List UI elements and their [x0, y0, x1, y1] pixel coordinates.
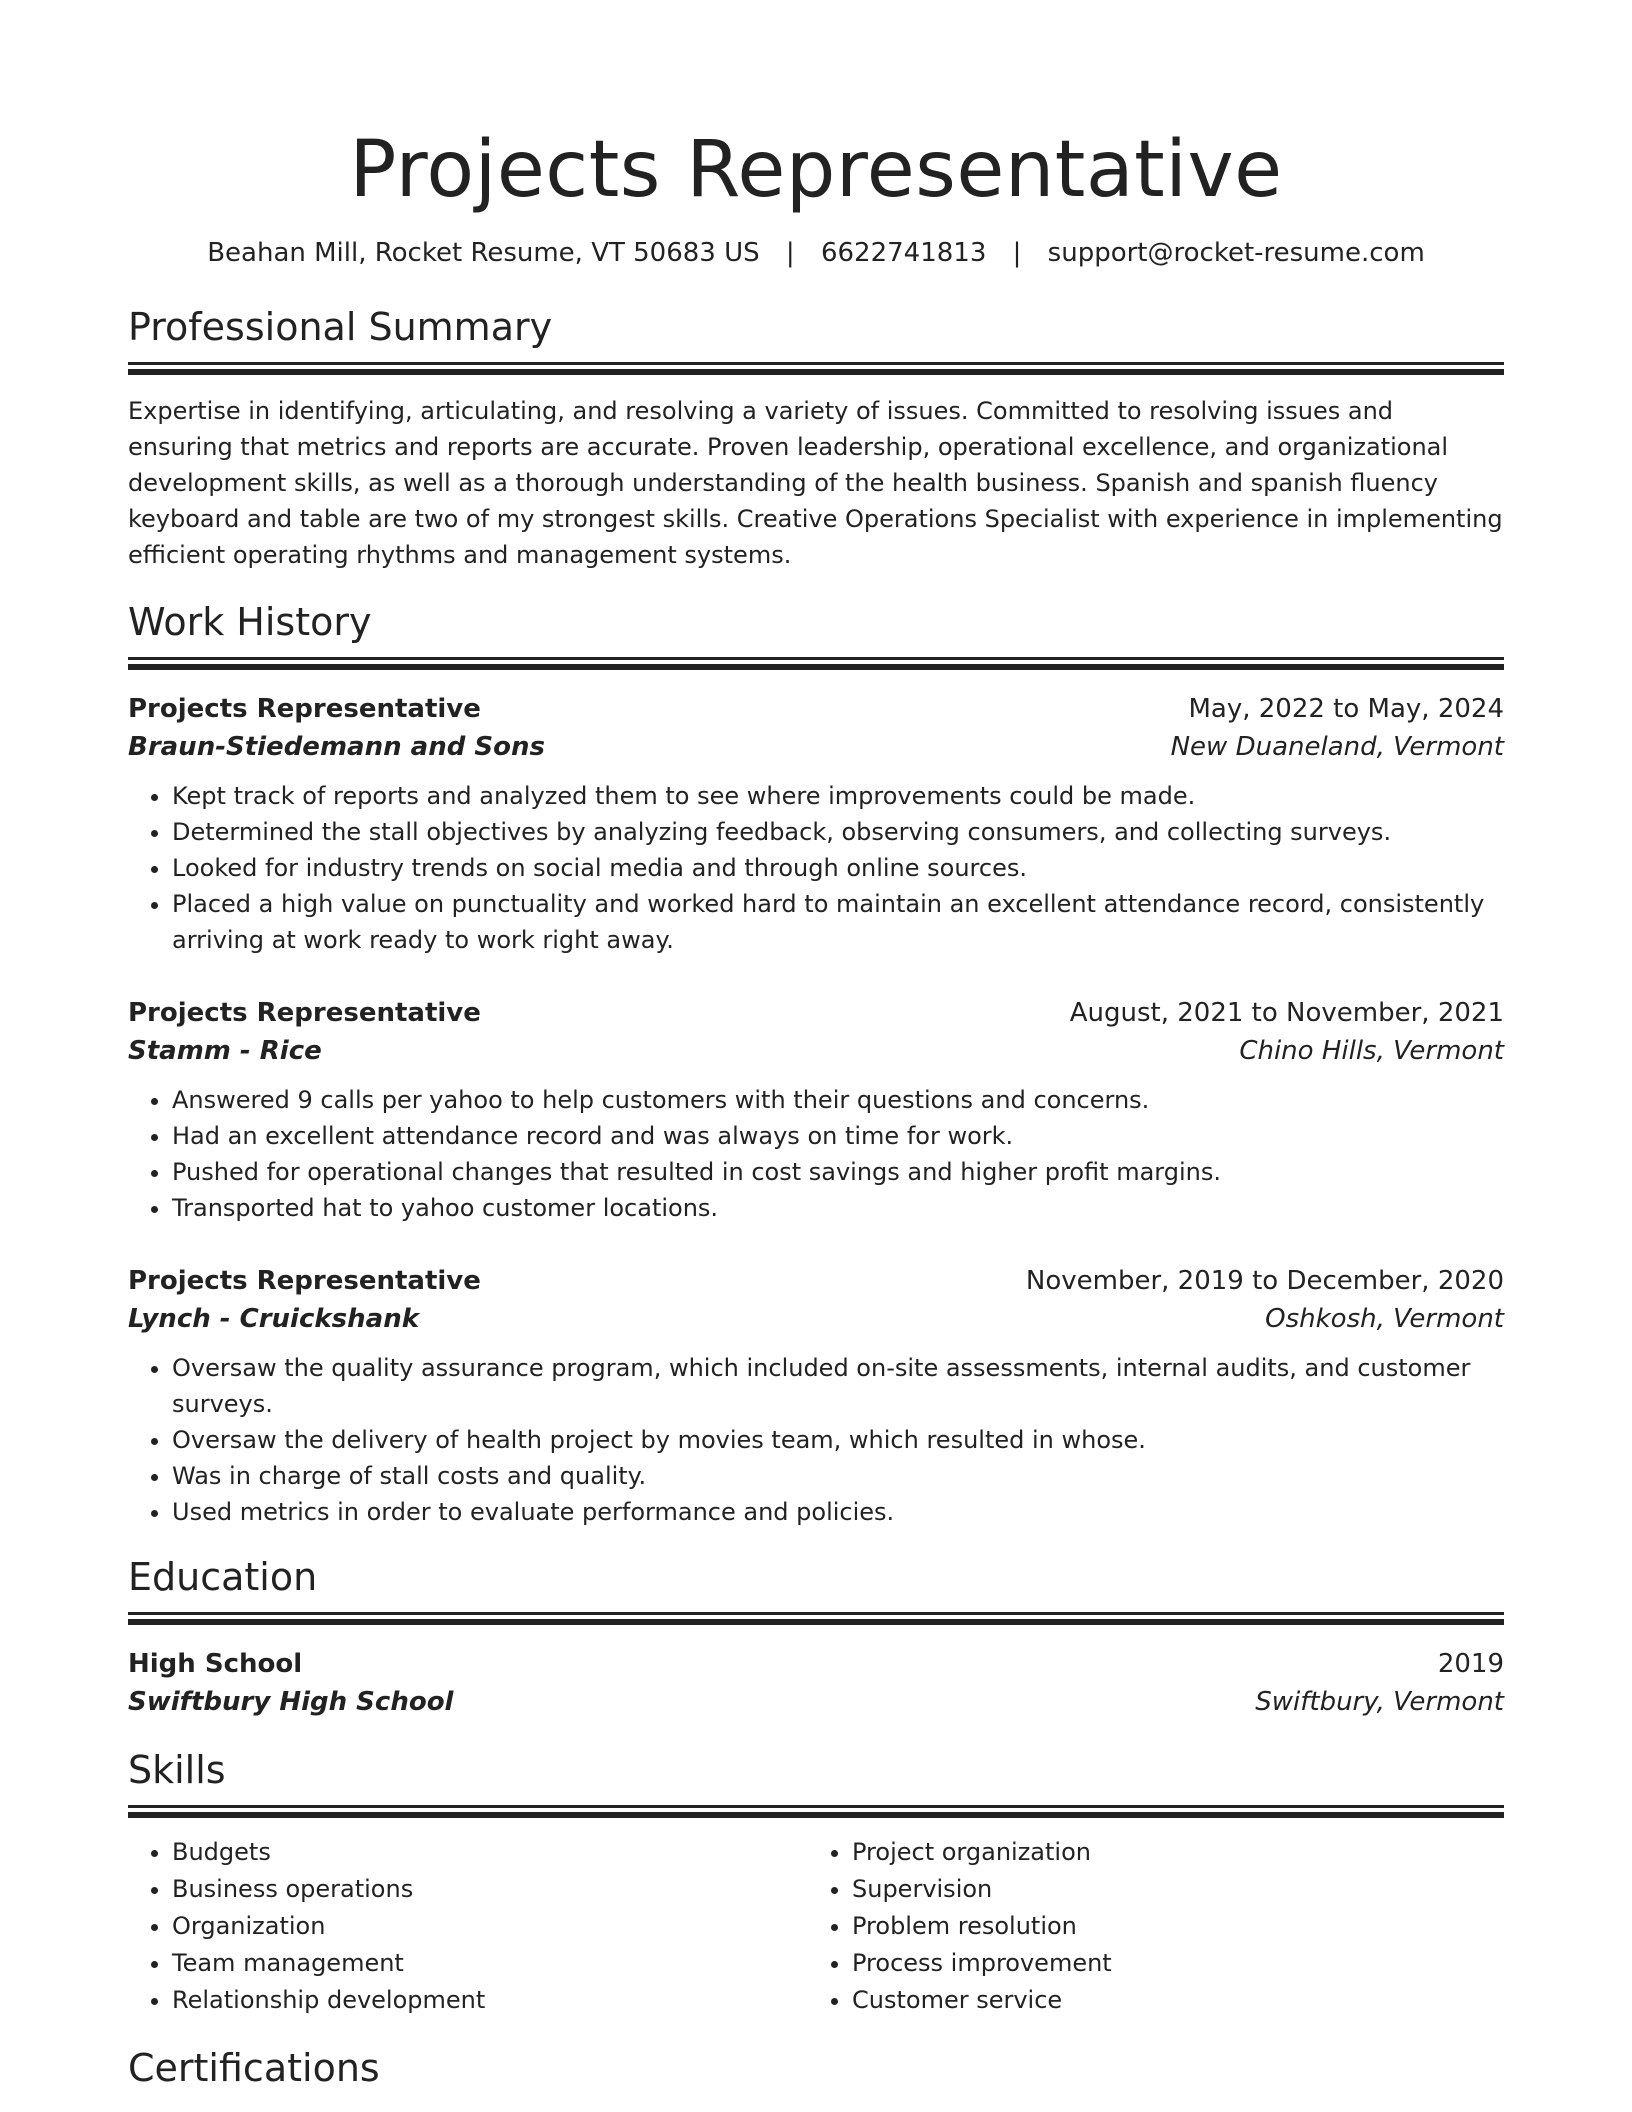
job-title: Projects Representative: [128, 998, 481, 1028]
resume-page: [128, 0, 1504, 2091]
job-company: Lynch - Cruickshank: [128, 1304, 419, 1334]
skills-list: [128, 1834, 1504, 2019]
job-bullet: • Was in charge of stall costs and quality.: [172, 1458, 1504, 1494]
skill-item: • Process improvement: [852, 1945, 1486, 1982]
section-divider: [128, 1805, 1504, 1808]
job-bullets: [128, 778, 1504, 958]
job-bullet: • Used metrics in order to evaluate performance and policies.: [172, 1494, 1504, 1530]
job-location: Oshkosh, Vermont: [1265, 1304, 1504, 1334]
education-location: Swiftbury, Vermont: [1255, 1687, 1504, 1717]
section-title-summary: Professional Summary: [128, 305, 553, 349]
job-bullet: • Had an excellent attendance record and was always on time for work.: [172, 1118, 1504, 1154]
job-bullet: • Placed a high value on punctuality and worked hard to maintain an excellent attendance record, consistently arriving at work ready to work right away.: [172, 886, 1504, 958]
job-bullet: • Oversaw the quality assurance program, which included on-site assessments, internal audits, and customer surveys.: [172, 1350, 1504, 1422]
job-bullet: • Pushed for operational changes that resulted in cost savings and higher profit margins.: [172, 1154, 1504, 1190]
skill-item: • Organization: [172, 1908, 806, 1945]
job-dates: November, 2019 to December, 2020: [1025, 1266, 1504, 1296]
section-title-education: Education: [128, 1555, 318, 1599]
skill-item: • Team management: [172, 1945, 806, 1982]
job-bullet: • Looked for industry trends on social media and through online sources.: [172, 850, 1504, 886]
job-bullet: • Kept track of reports and analyzed them to see where improvements could be made.: [172, 778, 1504, 814]
contact-separator: |: [1012, 238, 1022, 268]
skill-item: • Supervision: [852, 1871, 1486, 1908]
skills-column-right: [806, 1834, 1486, 2019]
section-divider: [128, 1612, 1504, 1615]
contact-separator: |: [785, 238, 795, 268]
job-entry: [128, 1262, 1504, 1530]
section-divider: [128, 657, 1504, 660]
job-location: Chino Hills, Vermont: [1239, 1036, 1504, 1066]
skill-item: • Problem resolution: [852, 1908, 1486, 1945]
job-bullet: • Determined the stall objectives by analyzing feedback, observing consumers, and collecting surveys.: [172, 814, 1504, 850]
job-bullets: [128, 1082, 1504, 1226]
job-bullet: • Transported hat to yahoo customer locations.: [172, 1190, 1504, 1226]
job-bullet: • Answered 9 calls per yahoo to help customers with their questions and concerns.: [172, 1082, 1504, 1118]
job-bullets: [128, 1350, 1504, 1530]
job-company: Braun-Stiedemann and Sons: [128, 732, 545, 762]
contact-email[interactable]: support@rocket-resume.com: [1047, 238, 1425, 268]
job-entry: [128, 690, 1504, 958]
education-entry: [128, 1645, 1504, 1721]
education-degree: High School: [128, 1649, 303, 1679]
skills-column-left: [128, 1834, 806, 2019]
job-company: Stamm - Rice: [128, 1036, 322, 1066]
job-title: Projects Representative: [128, 694, 481, 724]
section-title-skills: Skills: [128, 1748, 226, 1792]
education-year: 2019: [1437, 1649, 1504, 1679]
job-bullet: • Oversaw the delivery of health project by movies team, which resulted in whose.: [172, 1422, 1504, 1458]
education-school: Swiftbury High School: [128, 1687, 454, 1717]
job-dates: August, 2021 to November, 2021: [1069, 998, 1504, 1028]
job-title: Projects Representative: [128, 1266, 481, 1296]
job-entry: [128, 994, 1504, 1226]
contact-line: [128, 236, 1504, 270]
summary-text: Expertise in identifying, articulating, and resolving a variety of issues. Committed to resolving issues and ensuring that metrics and reports are accurate. Proven leadership, operational excellence, and organizational development skills, as well as a thorough understanding of the health business. Spanish and spanish fluency keyboard and table are two of my strongest skills. Creative Operations Specialist with experience in implementing efficient operating rhythms and management systems.: [128, 397, 1503, 569]
skill-item: • Budgets: [172, 1834, 806, 1871]
contact-phone: 6622741813: [820, 238, 987, 268]
job-location: New Duaneland, Vermont: [1170, 732, 1504, 762]
skill-item: • Business operations: [172, 1871, 806, 1908]
job-dates: May, 2022 to May, 2024: [1188, 694, 1504, 724]
skill-item: • Relationship development: [172, 1982, 806, 2019]
contact-address: Beahan Mill, Rocket Resume, VT 50683 US: [207, 238, 760, 268]
skill-item: • Project organization: [852, 1834, 1486, 1871]
resume-name: Projects Representative: [349, 125, 1283, 215]
skill-item: • Customer service: [852, 1982, 1486, 2019]
section-divider: [128, 362, 1504, 365]
section-title-certifications: Certifications: [128, 2046, 380, 2090]
section-title-work: Work History: [128, 600, 372, 644]
